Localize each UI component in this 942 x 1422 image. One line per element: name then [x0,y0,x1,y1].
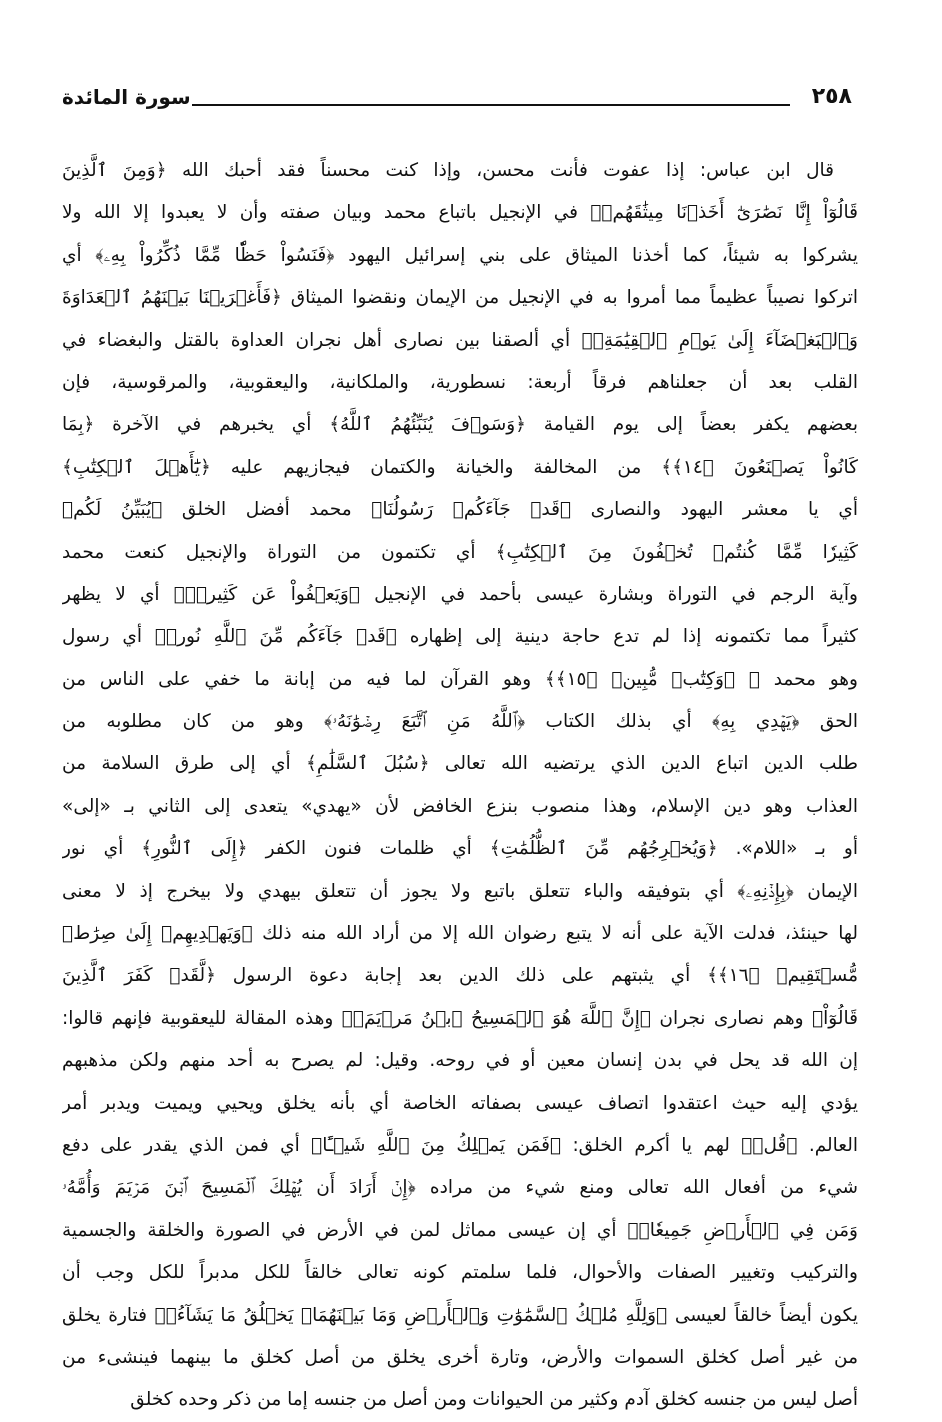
text-line: الإيمان ﴿بِإِذۡنِهِۦ﴾ أي بتوفيقه والباء تتعلق باتبع ولا يجوز أن تتعلق بيهدي ولا بيخرج إذ لا معنى [62,880,858,902]
text-line: يشركوا به شيئاً، كما أخذنا الميثاق على بني إسرائيل اليهود ﴿فَنَسُواْ حَظّٗا مِّمَّا ذُكِّرُواْ بِهِۦ﴾ أي [62,244,858,266]
text-line: يؤدي إليه حيث اعتقدوا اتصاف عيسى بصفاته الخاصة أي بأنه يخلق ويحيي ويميت ويدبر أمر [62,1092,858,1114]
text-line: كثيراً مما تكتمونه إذا لم تدع حاجة دينية إلى إظهاره ﴿قَدۡ جَآءَكُم مِّنَ ٱللَّهِ نُورٞ﴾ أي رسول [62,626,858,648]
text-line: العذاب وهو دين الإسلام، وهذا منصوب بنزع الخافض لأن «يهدي» يتعدى إلى الثاني بـ «إلى» [62,795,858,817]
text-line: قَالُوٓاْ إِنَّا نَصَٰرَىٰٓ أَخَذۡنَا مِيثَٰقَهُمۡ﴾ في الإنجيل باتباع محمد وبيان صفته وأن لا يعبدوا إلا الله ولا [62,202,858,224]
text-line: العالم. ﴿قُلۡ﴾ لهم يا أكرم الخلق: ﴿فَمَن يَمۡلِكُ مِنَ ٱللَّهِ شَيۡـًٔا﴾ أي فمن الذي يقدر على دفع [62,1134,858,1156]
surah-name: سورة المائدة [62,85,191,109]
text-line: كَثِيرٗا مِّمَّا كُنتُمۡ تُخۡفُونَ مِنَ ٱلۡكِتَٰبِ﴾ أي تكتمون من التوراة والإنجيل كنعت محمد [62,541,858,563]
page-header [62,84,852,116]
text-line: أو بـ «اللام». ﴿وَيُخۡرِجُهُم مِّنَ ٱلظُّلُمَٰتِ﴾ أي ظلمات فنون الكفر ﴿إِلَى ٱلنُّورِ﴾ أي نور [62,838,858,860]
text-line: بعضهم يكفر بعضاً إلى يوم القيامة ﴿وَسَوۡفَ يُنَبِّئُهُمُ ٱللَّهُ﴾ أي يخبرهم في الآخرة ﴿بِمَا [62,414,858,436]
text-line: القلب بعد أن جعلناهم فرقاً أربعة: نسطورية، والملكانية، واليعقوبية، والمرقوسية، فإن [62,371,858,393]
text-line: اتركوا نصيباً عظيماً مما أمروا به في الإنجيل من الإيمان ونقضوا الميثاق ﴿فَأَغۡرَيۡنَا بَيۡنَهُمُ ٱلۡعَدَاوَةَ [62,287,858,309]
text-line: كَانُواْ يَصۡنَعُونَ ﴿١٤﴾﴾ من المخالفة والخيانة والكتمان فيجازيهم عليه ﴿يَٰٓأَهۡلَ ٱلۡكِتَٰبِ﴾ [62,456,858,478]
text-line: والتركيب وتغيير الصفات والأحوال، فلما سلمتم كونه تعالى خالقاً للكل مدبراً للكل وجب أن [62,1262,858,1284]
text-line: قال ابن عباس: إذا عفوت فأنت محسن، وإذا كنت محسناً فقد أحبك الله ﴿وَمِنَ ٱلَّذِينَ [62,160,834,181]
text-line: وهو محمد ﷺ ﴿وَكِتَٰبٞ مُّبِينٞ ﴿١٥﴾﴾ وهو القرآن لما فيه من إبانة ما خفي على الناس من [62,668,858,690]
text-line: طلب الدين اتباع الدين الذي يرتضيه الله تعالى ﴿سُبُلَ ٱلسَّلَٰمِ﴾ أي إلى طرق السلامة من [62,753,858,775]
text-line: أصل ليس من جنسه كخلق آدم وكثير من الحيوانات ومن أصل من جنسه إما من ذكر وحده كخلق [130,1389,858,1411]
text-line: وآية الرجم في التوراة وبشارة عيسى بأحمد في الإنجيل ﴿وَيَعۡفُواْ عَن كَثِيرٖۚ﴾ أي لا يظهر [62,583,858,605]
text-line: لها حينئذ، فدلت الآية على أنه لا يتبع رضوان الله إلا من أراد الله منه ذلك ﴿وَيَهۡدِيهِمۡ إِلَىٰ صِرَٰطٖ [62,923,858,945]
text-line: الحق ﴿يَهۡدِي بِهِ﴾ أي بذلك الكتاب ﴿ٱللَّهُ مَنِ ٱتَّبَعَ رِضۡوَٰنَهُۥ﴾ وهو من كان مطلوبه من [62,711,858,733]
text-line: قَالُوٓاْ﴾ وهم نصارى نجران ﴿إِنَّ ٱللَّهَ هُوَ ٱلۡمَسِيحُ ٱبۡنُ مَرۡيَمَۚ﴾ وهذه المقالة لليعقوبية فإنهم قالوا: [62,1007,858,1029]
header-rule [192,104,790,106]
text-line: أي يا معشر اليهود والنصارى ﴿قَدۡ جَآءَكُمۡ رَسُولُنَا﴾ محمد أفضل الخلق ﴿يُبَيِّنُ لَكُمۡ [62,499,858,521]
commentary-text [62,150,858,1422]
text-line: وَمَن فِي ٱلۡأَرۡضِ جَمِيعٗاۗ﴾ أي إن عيسى مماثل لمن في الأرض في الصورة والخلقة والجسمية [62,1219,858,1241]
text-line: إن الله قد يحل في بدن إنسان معين أو في روحه. وقيل: لم يصرح به أحد منهم ولكن مذهبهم [62,1050,858,1072]
text-line: وَٱلۡبَغۡضَآءَ إِلَىٰ يَوۡمِ ٱلۡقِيَٰمَةِۚ﴾ أي ألصقنا بين نصارى أهل نجران العداوة بالقتل والبغضاء في [62,329,858,351]
page-number: ٢٥٨ [811,84,852,109]
text-line: من غير أصل كخلق السموات والأرض، وتارة أخرى يخلق من أصل كخلق ما بينهما فينشىء من [62,1346,858,1368]
text-line: يكون أيضاً خالقاً لعيسى ﴿وَلِلَّهِ مُلۡكُ ٱلسَّمَٰوَٰتِ وَٱلۡأَرۡضِ وَمَا بَيۡنَهُمَاۚ يَخۡلُقُ مَا يَشَآءُۚ﴾ فتارة يخلق [62,1304,858,1326]
text-line: مُّسۡتَقِيمٖ ﴿١٦﴾﴾ أي يثبتهم على ذلك الدين بعد إجابة دعوة الرسول ﴿لَّقَدۡ كَفَرَ ٱلَّذِينَ [62,965,858,987]
text-line: شيء من أفعال الله تعالى ومنع شيء من مراده ﴿إِنۡ أَرَادَ أَن يُهۡلِكَ ٱلۡمَسِيحَ ٱبۡنَ مَرۡيَمَ وَأُمَّهُۥ [62,1177,858,1199]
